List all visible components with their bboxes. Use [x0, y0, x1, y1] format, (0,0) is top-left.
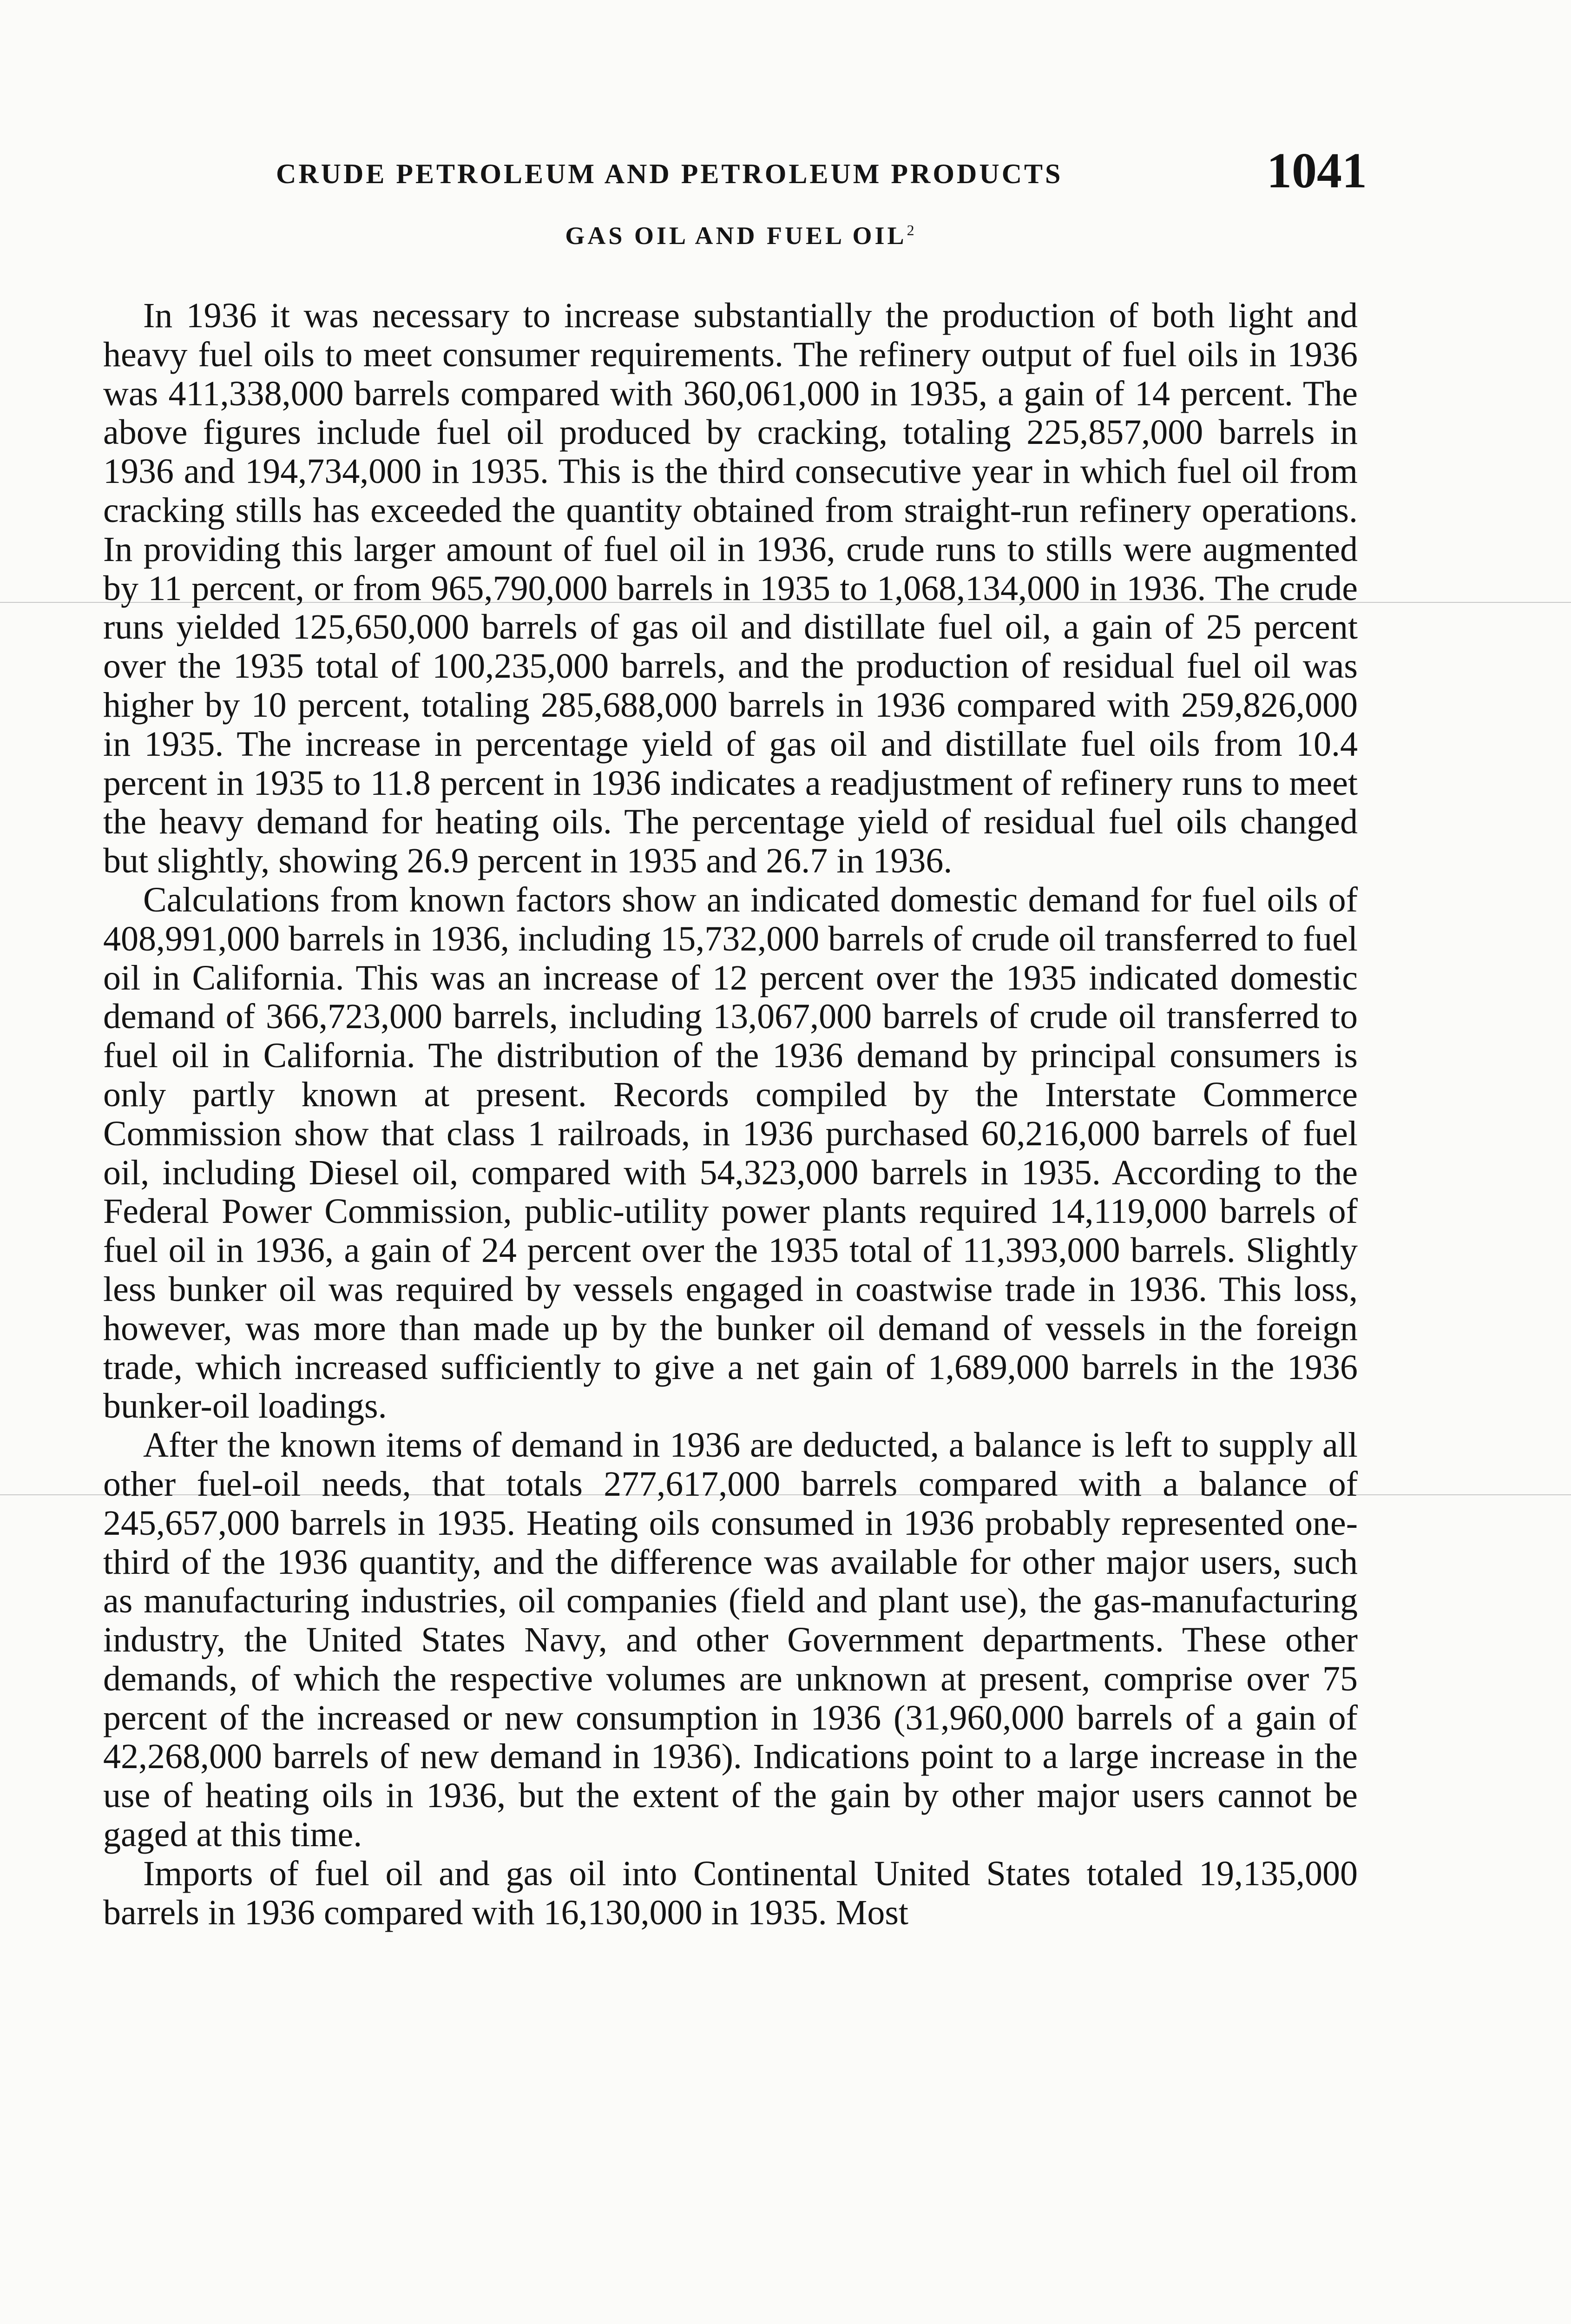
paragraph: Imports of fuel oil and gas oil into Continental United States totaled 19,135,000 barrels in 1936 compared with 16,130,000 in 1935. Most — [103, 1854, 1358, 1932]
running-head — [103, 139, 1367, 198]
paragraph: In 1936 it was necessary to increase substantially the production of both light and heavy fuel oils to meet consumer requirements. The refinery output of fuel oils in 1936 was 411,338,000 barrels compared with 360,061,000 in 1935, a gain of 14 percent. The above figures include fuel oil produced by cracking, totaling 225,857,000 barrels in 1936 and 194,734,000 in 1935. This is the third consecutive year in which fuel oil from cracking stills has exceeded the quantity obtained from straight-run refinery operations. In providing this larger amount of fuel oil in 1936, crude runs to stills were augmented by 11 percent, or from 965,790,000 barrels in 1935 to 1,068,134,000 in 1936. The crude runs yielded 125,650,000 barrels of gas oil and distillate fuel oil, a gain of 25 percent over the 1935 total of 100,235,000 barrels, and the production of residual fuel oil was higher by 10 percent, totaling 285,688,000 barrels in 1936 compared with 259,826,000 in 1935. The increase in percentage yield of gas oil and distillate fuel oils from 10.4 percent in 1935 to 11.8 percent in 1936 indicates a readjustment of refinery runs to meet the heavy demand for heating oils. The percentage yield of residual fuel oils changed but slightly, showing 26.9 percent in 1935 and 26.7 in 1936. — [103, 296, 1358, 881]
section-title — [122, 221, 1358, 250]
running-title: CRUDE PETROLEUM AND PETROLEUM PRODUCTS — [276, 158, 1063, 189]
document-page — [103, 139, 1367, 1932]
paragraph: After the known items of demand in 1936 are deducted, a balance is left to supply all other fuel-oil needs, that totals 277,617,000 barrels compared with a balance of 245,657,000 barrels in 1935. Heating oils consumed in 1936 probably represented one-third of the 1936 quantity, and the difference was available for other major users, such as manufacturing industries, oil companies (field and plant use), the gas-manufacturing industry, the United States Navy, and other Government departments. These other demands, of which the respective volumes are unknown at present, comprise over 75 percent of the increased or new consumption in 1936 (31,960,000 barrels of a gain of 42,268,000 barrels of new demand in 1936). Indications point to a large increase in the use of heating oils in 1936, but the extent of the gain by other major users cannot be gaged at this time. — [103, 1426, 1358, 1855]
footnote-reference: 2 — [907, 222, 914, 238]
section-title-text: GAS OIL AND FUEL OIL — [565, 222, 907, 250]
paragraph: Calculations from known factors show an indicated domestic demand for fuel oils of 408,991,000 barrels in 1936, including 15,732,000 barrels of crude oil transferred to fuel oil in California. This was an increase of 12 percent over the 1935 indicated domestic demand of 366,723,000 barrels, including 13,067,000 barrels of crude oil transferred to fuel oil in California. The distribution of the 1936 demand by principal consumers is only partly known at present. Records compiled by the Interstate Commerce Commission show that class 1 railroads, in 1936 purchased 60,216,000 barrels of fuel oil, including Diesel oil, compared with 54,323,000 barrels in 1935. According to the Federal Power Commission, public-utility power plants required 14,119,000 barrels of fuel oil in 1936, a gain of 24 percent over the 1935 total of 11,393,000 barrels. Slightly less bunker oil was required by vessels engaged in coastwise trade in 1936. This loss, however, was more than made up by the bunker oil demand of vessels in the foreign trade, which increased sufficiently to give a net gain of 1,689,000 barrels in the 1936 bunker-oil loadings. — [103, 880, 1358, 1426]
body-text — [103, 297, 1358, 1932]
page-number: 1041 — [1267, 143, 1367, 198]
